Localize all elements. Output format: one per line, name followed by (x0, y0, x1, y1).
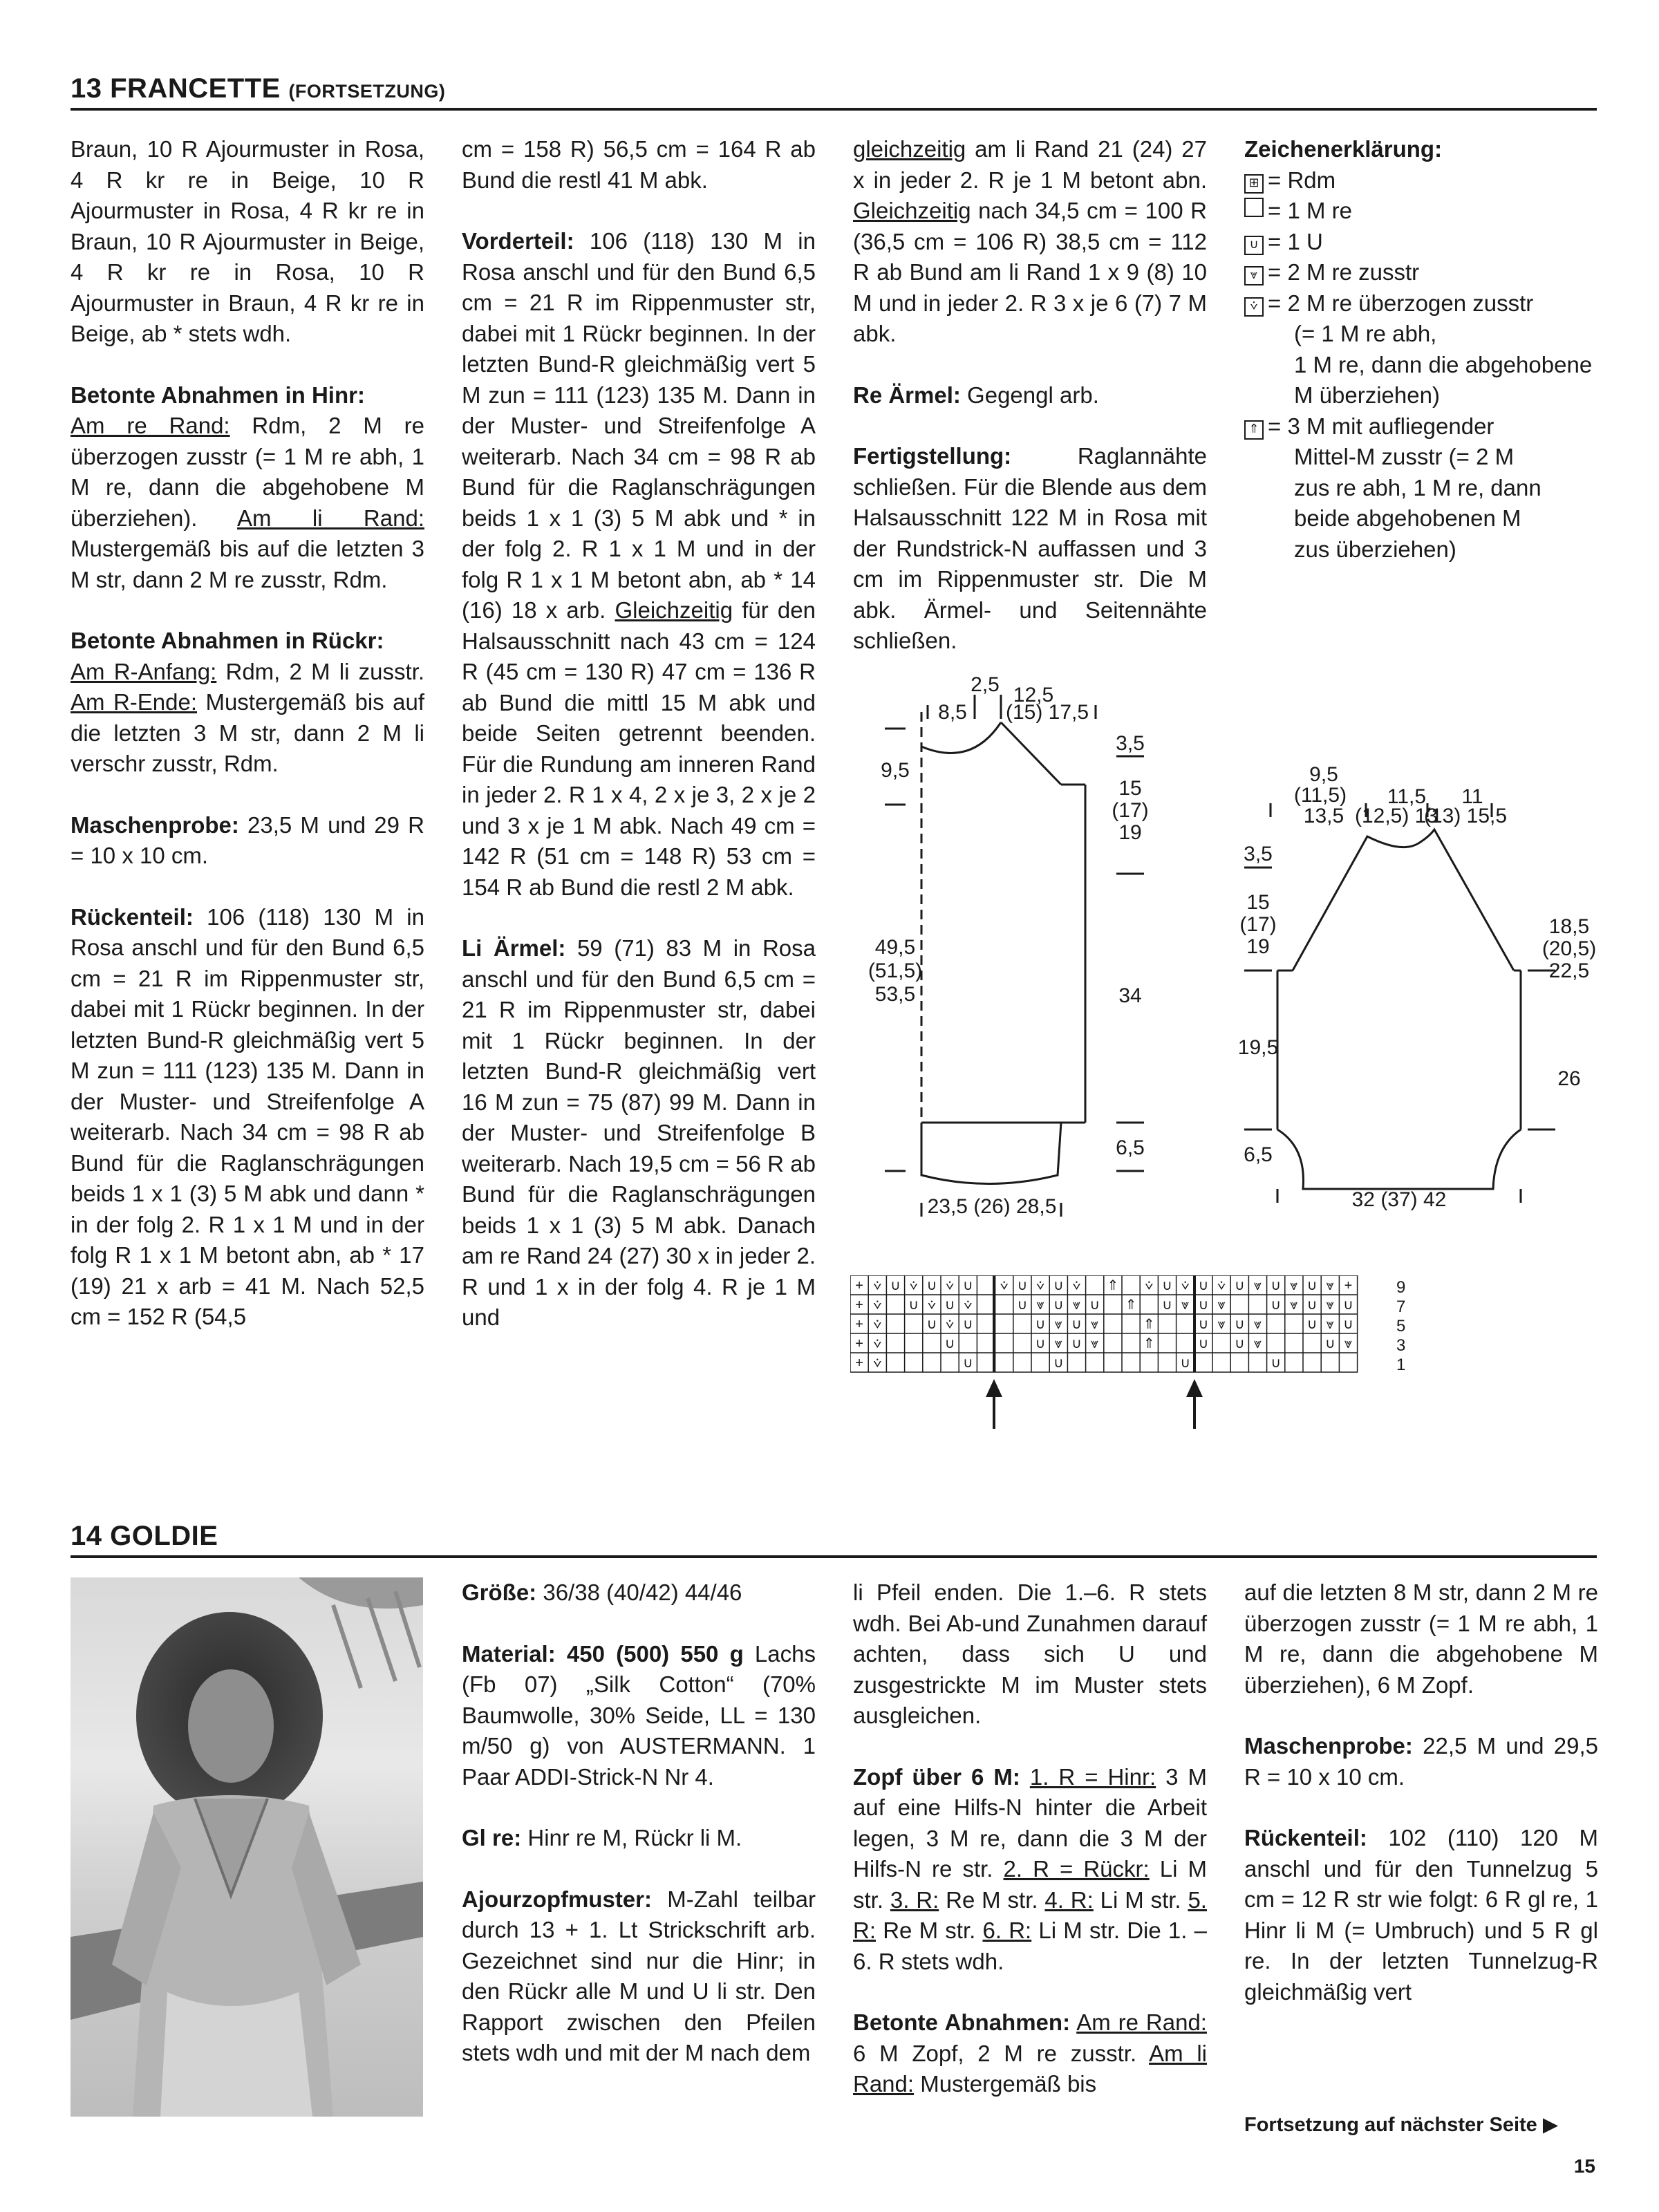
paragraph (462, 1823, 816, 1854)
stitch-symbol-icon: ∪ (962, 1356, 973, 1371)
stitch-symbol-icon: + (855, 1317, 863, 1332)
heading: Größe: (462, 1580, 537, 1605)
stitch-symbol-icon: ∪ (1198, 1336, 1209, 1351)
paragraph (1244, 1823, 1598, 2007)
stitch-symbol-icon: ⩔ (1253, 1278, 1262, 1293)
underlined-term: Gleichzeitig (853, 198, 971, 223)
heading: Rückenteil: (1244, 1825, 1367, 1850)
paragraph (853, 2007, 1207, 2100)
paragraph (462, 226, 816, 903)
stitch-symbol-icon: ∪ (908, 1297, 919, 1313)
stitch-symbol-icon: ∪ (1324, 1336, 1335, 1351)
arrow-icon (1186, 1379, 1203, 1429)
stitch-symbol-icon: ∪ (1053, 1356, 1064, 1371)
text: für den Halsausschnitt nach 43 cm = 124 R (45 cm = 130 R) 47 cm = 136 R ab Bund die mittl 15 M abk und beide Seiten getrennt beenden. Für die Rundung am inneren Rand in jeder 2. R 1 x 4, 2 x je 3, 2 x je 2 und 3 x je 1 M abk. Nach 49 cm = 142 R (51 cm = 148 R) 53 cm = 154 R ab Bund die restl 2 M abk. (462, 597, 816, 900)
paragraph (462, 1884, 816, 2069)
dimension-label: 34 (1118, 984, 1142, 1007)
text: Li M str. Die 1. – 6. R stets wdh. (853, 1918, 1207, 1974)
underlined-term: Am R-Ende: (71, 689, 198, 715)
stitch-symbol-icon: ⩔ (1326, 1278, 1334, 1293)
stitch-symbol-icon: ∪ (1234, 1278, 1245, 1293)
stitch-symbol-icon: ∪ (1180, 1356, 1191, 1371)
stitch-symbol-icon: ∪ (1343, 1317, 1353, 1332)
text: 22,5 M und 29,5 R = 10 x 10 cm. (1244, 1733, 1598, 1790)
text: 102 (110) 120 M anschl und für den Tunnelzug 5 cm = 12 R str wie folgt: 6 R gl re, 1 Hinr li M (= Umbruch) und 5 R gl re. In der letzten Tunnelzug-R gleichmäßig vert (1244, 1825, 1598, 2005)
yarn-over-icon: ∪ (1244, 236, 1264, 255)
stitch-symbol-icon: ∪ (962, 1278, 973, 1293)
stitch-symbol-icon: ∪ (1035, 1317, 1046, 1332)
stitch-symbol-icon: ∪ (1071, 1336, 1082, 1351)
stitch-symbol-icon: ⩔ (1036, 1297, 1044, 1313)
stitch-symbol-icon: ⇑ (1143, 1317, 1155, 1332)
dimension-label: 22,5 (1548, 959, 1590, 982)
stitch-symbol-icon: ∪ (1234, 1336, 1245, 1351)
stitch-symbol-icon: + (855, 1336, 863, 1351)
stitch-symbol-icon: ⩒ (1145, 1278, 1154, 1293)
row-number: 7 (1396, 1297, 1406, 1316)
paragraph (853, 1762, 1207, 1978)
dimension-label: 32 (37) 42 (1351, 1188, 1447, 1211)
stitch-symbol-icon: + (855, 1297, 863, 1313)
legend-title (1244, 134, 1604, 165)
heading: Material: 450 (500) 550 g (462, 1640, 744, 1667)
section-13-header (71, 69, 1597, 111)
sec13-column-1 (71, 134, 424, 1333)
sec14-column-4 (1244, 1577, 1598, 2007)
heading: Re Ärmel: (853, 382, 961, 408)
text: am li Rand 21 (24) 27 x in jeder 2. R je 1 M betont abn. (853, 136, 1207, 193)
stitch-symbol-icon: ⩒ (946, 1317, 955, 1332)
dimension-label: 11 (1461, 785, 1483, 808)
stitch-symbol-icon: ∪ (1271, 1278, 1282, 1293)
continued-notice: Fortsetzung auf nächster Seite ▶ (1244, 2114, 1559, 2136)
dimension-label: (17) (1239, 913, 1277, 936)
stitch-symbol-icon: ⩒ (909, 1278, 918, 1293)
k2tog-icon: ⩔ (1244, 266, 1264, 285)
legend-text: Mittel-M zusstr (= 2 M (1294, 444, 1515, 469)
stitch-symbol-icon: ∪ (926, 1317, 937, 1332)
dimension-label: 18,5 (1548, 915, 1590, 938)
text: Li M str. (853, 1856, 1207, 1913)
text: Re M str. (939, 1886, 1045, 1913)
sec13-column-3 (853, 134, 1207, 657)
stitch-symbol-icon: + (855, 1356, 863, 1371)
section-13-subtitle: (FORTSETZUNG) (288, 81, 446, 102)
section-14-header (71, 1517, 1597, 1558)
paragraph: auf die letzten 8 M str, dann 2 M re überzogen zusstr (= 1 M re abh, 1 M re, dann die abgehobene M überziehen), 6 M Zopf. (1244, 1580, 1598, 1698)
paragraph (462, 933, 816, 1333)
knitting-chart (850, 1275, 1417, 1434)
stitch-symbol-icon: ∪ (1017, 1278, 1028, 1293)
stitch-symbol-icon: ⩔ (1054, 1336, 1062, 1351)
dimension-label: (11,5) (1293, 784, 1347, 807)
row-number: 9 (1396, 1278, 1406, 1297)
underlined-term: Am li Rand: (853, 2040, 1207, 2097)
dimension-label: 12,5 (1013, 684, 1054, 706)
heading: Li Ärmel: (462, 935, 566, 961)
dimension-label: 15 (1246, 891, 1270, 914)
text: Gegengl arb. (960, 382, 1099, 408)
stitch-symbol-icon: + (1344, 1278, 1353, 1293)
dimension-label: (15) 17,5 (1005, 701, 1089, 724)
paragraph (71, 626, 424, 780)
dimension-label: 8,5 (938, 701, 967, 724)
dimension-label: 49,5 (874, 936, 916, 959)
stitch-symbol-icon: ⩔ (1217, 1317, 1226, 1332)
dimension-label: (17) (1112, 799, 1149, 822)
stitch-symbol-icon: ∪ (1035, 1336, 1046, 1351)
underlined-term: Am re Rand: (1076, 2009, 1207, 2035)
legend-text: 1 M re, dann die abgehobene M überziehen) (1294, 351, 1593, 408)
stitch-symbol-icon: ⩔ (1290, 1278, 1298, 1293)
legend-item (1244, 288, 1604, 319)
stitch-symbol-icon: ∪ (926, 1278, 937, 1293)
stitch-symbol-icon: ∪ (1053, 1278, 1064, 1293)
stitch-symbol-icon: + (855, 1278, 863, 1293)
paragraph (71, 380, 424, 596)
stitch-symbol-icon: ⩒ (873, 1297, 882, 1313)
section-13-title: 13 FRANCETTE (71, 73, 281, 104)
stitch-symbol-icon: ⩔ (1091, 1317, 1099, 1332)
paragraph: cm = 158 R) 56,5 cm = 164 R ab Bund die restl 41 M abk. (462, 136, 816, 193)
stitch-symbol-icon: ∪ (944, 1297, 955, 1313)
page-number: 15 (1573, 2155, 1595, 2177)
stitch-symbol-icon: ∪ (1198, 1278, 1209, 1293)
paragraph (462, 1639, 816, 1793)
stitch-symbol-icon: ⩔ (1217, 1297, 1226, 1313)
text: Rdm, 2 M li zusstr. (216, 658, 424, 684)
stitch-symbol-icon: ⩒ (964, 1297, 973, 1313)
stitch-symbol-icon: ⇑ (1107, 1278, 1119, 1293)
dimension-label: 3,5 (1244, 843, 1273, 865)
stitch-symbol-icon: ∪ (1198, 1297, 1209, 1313)
stitch-symbol-icon: ⩒ (873, 1336, 882, 1351)
stitch-symbol-icon: ∪ (962, 1317, 973, 1332)
text: Li M str. (1093, 1886, 1188, 1913)
dimension-label: 11,5 (1387, 785, 1427, 808)
stitch-symbol-icon: ∪ (1162, 1278, 1172, 1293)
stitch-symbol-icon: ⩒ (927, 1297, 936, 1313)
dimension-label: 26 (1557, 1067, 1581, 1090)
stitch-symbol-icon: ⩔ (1290, 1297, 1298, 1313)
paragraph (71, 902, 424, 1333)
stitch-symbol-icon: ⩔ (1326, 1317, 1334, 1332)
text: 23,5 M und 29 R = 10 x 10 cm. (71, 812, 424, 868)
arrow-icon (986, 1379, 1002, 1429)
underlined-term: 6. R: (982, 1918, 1032, 1943)
dimension-label: 53,5 (874, 983, 916, 1006)
stitch-symbol-icon: ⩔ (1091, 1336, 1099, 1351)
paragraph (71, 810, 424, 872)
heading: Maschenprobe: (71, 812, 239, 838)
dimension-label: (51,5) (868, 959, 923, 982)
front-piece-schematic (850, 664, 1237, 1217)
heading: Vorderteil: (462, 228, 574, 254)
heading: Rückenteil: (71, 903, 194, 930)
dimension-label: 23,5 (26) 28,5 (927, 1195, 1057, 1217)
stitch-symbol-icon: ⩔ (1253, 1336, 1262, 1351)
knit-stitch-icon (1244, 198, 1264, 217)
dimension-label: 6,5 (1116, 1136, 1145, 1159)
underlined-term: 5. R: (853, 1886, 1207, 1943)
underlined-term: 1. R = Hinr: (1029, 1763, 1156, 1790)
text: Hinr re M, Rückr li M. (521, 1825, 742, 1850)
heading: Zeichenerklärung: (1244, 136, 1443, 162)
stitch-symbol-icon: ∪ (1306, 1297, 1318, 1313)
stitch-symbol-icon: ∪ (1271, 1297, 1282, 1313)
text: Re M str. (876, 1918, 983, 1943)
text: Mustergemäß bis auf die letzten 3 M str, dann 2 M re zusstr, Rdm. (71, 536, 424, 592)
dimension-label: (20,5) (1541, 937, 1597, 960)
heading: Gl re: (462, 1825, 522, 1850)
legend-item (1244, 257, 1604, 288)
heading: Betonte Abnahmen in Hinr: (71, 382, 365, 408)
stitch-symbol-icon: ∪ (890, 1278, 901, 1293)
heading: Maschenprobe: (1244, 1733, 1413, 1759)
dimension-label: 9,5 (1309, 763, 1338, 786)
dimension-label: 3,5 (1116, 732, 1145, 755)
underlined-term: 2. R = Rückr: (1003, 1856, 1150, 1882)
dimension-label: 6,5 (1244, 1143, 1273, 1166)
paragraph (1244, 1731, 1598, 1792)
heading: Fertigstellung: (853, 443, 1012, 469)
text: Rdm, 2 M re überzogen zusstr (= 1 M re abh, 1 M re, dann die abgehobene M überziehen). (71, 413, 424, 531)
text: Mustergemäß bis (914, 2071, 1097, 2097)
dimension-label: 19 (1118, 821, 1142, 844)
legend-text: = Rdm (1268, 167, 1336, 193)
stitch-symbol-icon: ∪ (1162, 1297, 1172, 1313)
legend-text: = 2 M re überzogen zusstr (1268, 290, 1534, 316)
stitch-symbol-icon: ∪ (1017, 1297, 1028, 1313)
paragraph: Braun, 10 R Ajourmuster in Rosa, 4 R kr re in Beige, 10 R Ajourmuster in Rosa, 4 R kr re in Braun, 10 R Ajourmuster in Beige, 4 R kr re in Rosa, 10 R Ajourmuster in Braun, 4 R kr re in Beige, ab * stets wdh. (71, 136, 424, 346)
stitch-symbol-icon: ∪ (1271, 1356, 1282, 1371)
legend (1244, 134, 1604, 565)
section-14-title: 14 GOLDIE (71, 1521, 218, 1551)
paragraph: li Pfeil enden. Die 1.–6. R stets wdh. Bei Ab-und Zunahmen darauf achten, dass sich U und zusgestrickte M im Muster stets ausgleichen. (853, 1580, 1207, 1728)
dimension-label: 19,5 (1237, 1036, 1279, 1059)
stitch-symbol-icon: ⩒ (1217, 1278, 1226, 1293)
dimension-label: 9,5 (881, 759, 910, 782)
stitch-symbol-icon: ∪ (1198, 1317, 1209, 1332)
stitch-symbol-icon: ⩒ (873, 1317, 882, 1332)
double-decrease-icon: ⇑ (1244, 420, 1264, 440)
stitch-symbol-icon: ⩔ (1072, 1297, 1081, 1313)
underlined-term: Am li Rand: (237, 505, 424, 531)
dimension-label: (13) 15,5 (1423, 805, 1508, 827)
stitch-symbol-icon: ∪ (1306, 1278, 1318, 1293)
legend-item (1244, 165, 1604, 196)
stitch-symbol-icon: ⩒ (1036, 1278, 1045, 1293)
underlined-term: Am R-Anfang: (71, 658, 217, 684)
heading: Betonte Abnahmen: (853, 2009, 1071, 2035)
text: 6 M Zopf, 2 M re zusstr. (853, 2040, 1150, 2066)
sec14-column-3 (853, 1577, 1207, 2100)
underlined-term: Gleichzeitig (615, 597, 733, 623)
stitch-symbol-icon: ⩔ (1344, 1336, 1353, 1351)
stitch-symbol-icon: ⩒ (1000, 1278, 1009, 1293)
underlined-term: gleichzeitig (853, 136, 966, 162)
text: Mustergemäß bis auf die letzten 3 M str, dann 2 M li verschr zusstr, Rdm. (71, 689, 424, 776)
text: Lachs (Fb 07) „Silk Cotton“ (70% Baumwolle, 30% Seide, LL = 130 m/50 g) von AUSTERMANN. 1 Paar ADDI-Strick-N Nr 4. (462, 1640, 816, 1790)
dimension-label: 15 (1118, 777, 1142, 800)
heading: Zopf über 6 M: (853, 1763, 1020, 1790)
stitch-symbol-icon: ⩔ (1326, 1297, 1334, 1313)
row-number: 5 (1396, 1317, 1406, 1335)
stitch-symbol-icon: ⇑ (1143, 1336, 1155, 1351)
stitch-symbol-icon: ⩔ (1253, 1317, 1262, 1332)
dimension-label: 13,5 (1303, 805, 1344, 827)
text: 106 (118) 130 M in Rosa anschl und für den Bund 6,5 cm = 21 R im Rippenmuster str, dabei mit 1 Rückr beginnen. In der letzten Bund-R gleichmäßig vert 5 M zun = 111 (123) 135 M. Dann in der Muster- und Streifenfolge A weiterarb. Nach 34 cm = 98 R ab Bund für die Raglanschrägungen beids 1 x 1 (3) 5 M abk und dann * in der folg 2. R 1 x 1 M und in der folg R 1 x 1 M betont abn, ab * 17 (19) 21 x arb = 41 M. Nach 52,5 cm = 152 R (54,5 (71, 903, 424, 1329)
dimension-label: 2,5 (971, 673, 1000, 696)
legend-text: zus überziehen) (1294, 536, 1456, 562)
paragraph (853, 134, 1207, 350)
stitch-symbol-icon: ∪ (1343, 1297, 1353, 1313)
underlined-term: 3. R: (890, 1886, 939, 1913)
skp-icon: ⩒ (1244, 297, 1264, 317)
stitch-symbol-icon: ⩔ (1054, 1317, 1062, 1332)
stitch-symbol-icon: ⩔ (1181, 1297, 1190, 1313)
legend-text: = 1 U (1268, 228, 1323, 254)
stitch-symbol-icon: ∪ (1071, 1317, 1082, 1332)
legend-item (1244, 411, 1604, 442)
text: 59 (71) 83 M in Rosa anschl und für den Bund 6,5 cm = 21 R im Rippenmuster str, dabei mit 1 Rückr beginnen. In der letzten Bund-R gleichmäßig vert 16 M zun = 75 (87) 99 M. Dann in der Muster- und Streifenfolge B weiterarb. Nach 19,5 cm = 56 R ab Bund für die Raglanschrägungen beids 1 x 1 (3) 5 M abk. Danach am re Rand 24 (27) 30 x in jeder 2. R und 1 x in der folg 4. R je 1 M und (462, 935, 816, 1330)
stitch-symbol-icon: ⩒ (1072, 1278, 1081, 1293)
legend-item (1244, 196, 1604, 227)
dimension-label: 19 (1246, 935, 1270, 958)
stitch-symbol-icon: ∪ (1306, 1317, 1318, 1332)
stitch-symbol-icon: ⩒ (873, 1356, 882, 1371)
text: 106 (118) 130 M in Rosa anschl und für den Bund 6,5 cm = 21 R im Rippenmuster str, dabei mit 1 Rückr beginnen. In der letzten Bund-R gleichmäßig vert 5 M zun = 111 (123) 135 M. Dann in der Muster- und Streifenfolge A weiterarb. Nach 34 cm = 98 R ab Bund für die Raglanschrägungen beids 1 x 1 (3) 5 M abk und * in der folg 2. R 1 x 1 M und in der folg R 1 x 1 M betont abn, ab * 14 (16) 18 x arb. (462, 228, 816, 623)
text: 36/38 (40/42) 44/46 (536, 1580, 742, 1605)
heading: Ajourzopfmuster: (462, 1886, 652, 1912)
heading: Betonte Abnahmen in Rückr: (71, 628, 384, 653)
dimension-label: (12,5) 13 (1354, 805, 1438, 827)
paragraph (462, 1577, 816, 1609)
underlined-term: 4. R: (1044, 1886, 1094, 1913)
underlined-term: Am re Rand: (71, 413, 230, 438)
legend-text: = 1 M re (1268, 198, 1352, 223)
row-number: 1 (1396, 1356, 1406, 1374)
sec13-column-2 (462, 134, 816, 1333)
text: 3 M auf eine Hilfs-N hinter die Arbeit legen, 3 M re, dann die 3 M der Hilfs-N re str. (853, 1763, 1208, 1882)
row-number: 3 (1396, 1336, 1406, 1355)
edge-stitch-icon: ⊞ (1244, 174, 1264, 194)
stitch-symbol-icon: ∪ (1089, 1297, 1100, 1313)
stitch-symbol-icon: ∪ (944, 1336, 955, 1351)
sleeve-schematic (1237, 760, 1611, 1217)
text: nach 34,5 cm = 100 R (36,5 cm = 106 R) 38,5 cm = 112 R ab Bund am li Rand 1 x 9 (8) 10 M und in jeder 2. R 3 x je 6 (7) 7 M abk. (853, 198, 1207, 346)
stitch-symbol-icon: ⩒ (1181, 1278, 1190, 1293)
stitch-symbol-icon: ∪ (1234, 1317, 1245, 1332)
legend-text: = 2 M re zusstr (1268, 259, 1420, 285)
sec14-column-2 (462, 1577, 816, 2069)
paragraph (853, 380, 1207, 411)
model-photo (71, 1577, 423, 2117)
legend-text: = 3 M mit aufliegender (1268, 413, 1494, 439)
stitch-symbol-icon: ∪ (1053, 1297, 1064, 1313)
text: Raglannähte schließen. Für die Blende aus dem Halsausschnitt 122 M in Rosa mit der Rundstrick-N auffassen und 3 cm im Rippenmuster str. Die M abk. Ärmel- und Seitennähte schließen. (853, 443, 1207, 653)
stitch-symbol-icon: ⩒ (873, 1278, 882, 1293)
legend-text: (= 1 M re abh, (1294, 321, 1437, 346)
stitch-symbol-icon: ⇑ (1125, 1297, 1137, 1313)
text: M-Zahl teilbar durch 13 + 1. Lt Strickschrift arb. Gezeichnet sind nur die Hinr; in den Rückr alle M und U li str. Den Rapport zwischen den Pfeilen stets wdh und mit der M nach dem (462, 1886, 816, 2065)
legend-text: zus re abh, 1 M re, dann (1294, 474, 1541, 500)
stitch-symbol-icon: ⩒ (946, 1278, 955, 1293)
legend-item (1244, 227, 1604, 258)
legend-text: beide abgehobenen M (1294, 505, 1521, 531)
paragraph (853, 441, 1207, 657)
